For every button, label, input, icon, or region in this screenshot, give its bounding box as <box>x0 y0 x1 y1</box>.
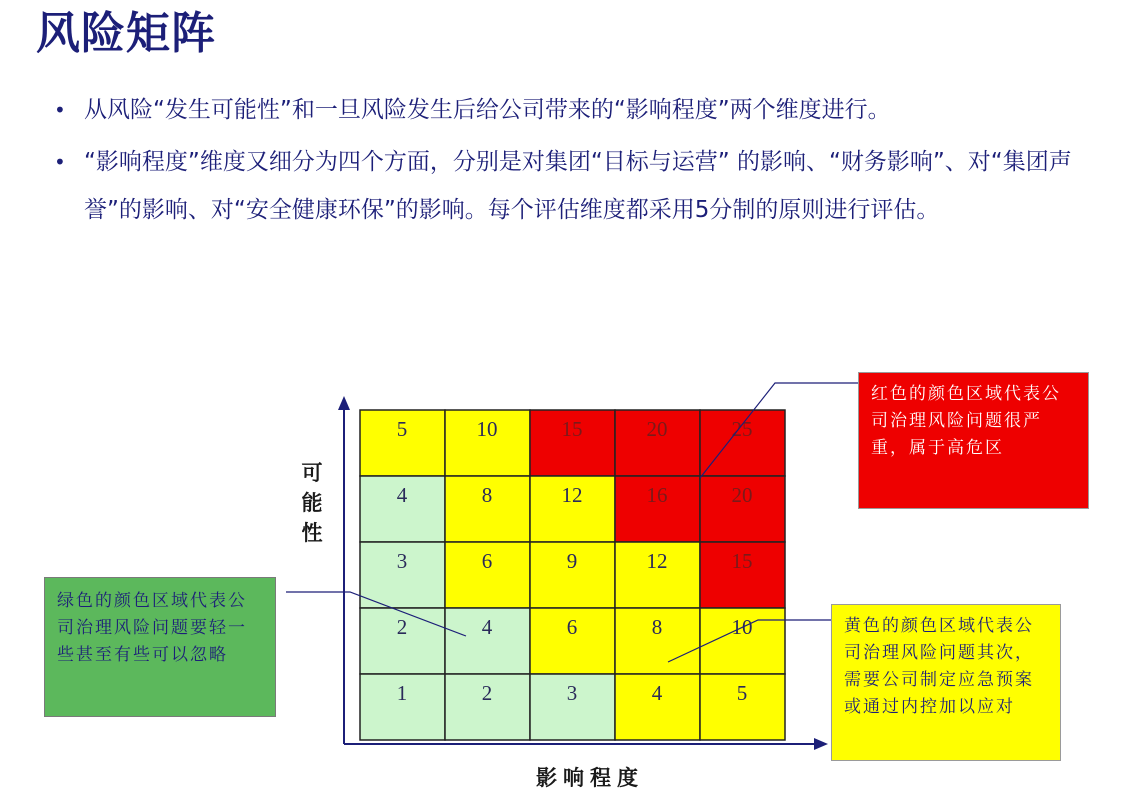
matrix-cell-value: 5 <box>736 681 748 705</box>
matrix-cell-value: 6 <box>566 615 578 639</box>
slide-title: 风险矩阵 <box>36 8 216 59</box>
bullet-text: “影响程度”维度又细分为四个方面，分别是对集团“目标与运营” 的影响、“财务影响”、对“集团声誉”的影响、对“安全健康环保”的影响。每个评估维度都采用5分制的原则进行评估。 <box>84 149 1072 223</box>
y-axis-label-char: 可 <box>301 460 323 485</box>
matrix-cell-value: 9 <box>566 549 578 573</box>
bullet-dot: • <box>54 150 66 174</box>
matrix-cell-value: 5 <box>396 417 408 441</box>
y-axis-label-char: 能 <box>301 490 323 515</box>
y-axis-label-char: 性 <box>301 520 323 545</box>
matrix-cell-value: 15 <box>561 417 583 441</box>
matrix-cell-value: 15 <box>731 549 753 573</box>
matrix-cell-value: 12 <box>646 549 668 573</box>
x-axis-arrow-icon <box>814 738 828 750</box>
matrix-cell-value: 25 <box>731 417 753 441</box>
matrix-cell-value: 8 <box>481 483 493 507</box>
matrix-cell-value: 20 <box>731 483 753 507</box>
matrix-cell-value: 2 <box>481 681 493 705</box>
matrix-cell-value: 1 <box>396 681 408 705</box>
red-zone-callout: 红色的颜色区域代表公司治理风险问题很严重，属于高危区 <box>858 372 1089 509</box>
y-axis-label <box>302 460 323 545</box>
matrix-cell-value: 20 <box>646 417 668 441</box>
matrix-cell-value: 6 <box>481 549 493 573</box>
matrix-cells <box>360 410 785 740</box>
matrix-cell-value: 4 <box>651 681 663 705</box>
matrix-cell-value: 8 <box>651 615 663 639</box>
green-zone-callout: 绿色的颜色区域代表公司治理风险问题要轻一些甚至有些可以忽略 <box>44 577 276 717</box>
yellow-zone-callout: 黄色的颜色区域代表公司治理风险问题其次，需要公司制定应急预案或通过内控加以应对 <box>831 604 1061 761</box>
matrix-cell-value: 10 <box>476 417 498 441</box>
matrix-cell-value: 12 <box>561 483 583 507</box>
bullet-dot: • <box>54 98 66 122</box>
matrix-cell-value: 2 <box>396 615 408 639</box>
bullet-text: 从风险“发生可能性”和一旦风险发生后给公司带来的“影响程度”两个维度进行。 <box>84 97 891 123</box>
x-axis-label: 影响程度 <box>536 765 644 790</box>
matrix-cell-value: 10 <box>731 615 753 639</box>
matrix-cell-value: 16 <box>646 483 668 507</box>
matrix-cell-value: 3 <box>566 681 578 705</box>
matrix-cell-value: 4 <box>481 615 493 639</box>
matrix-cell-value: 3 <box>396 549 408 573</box>
y-axis-arrow-icon <box>338 396 350 410</box>
matrix-cell-value: 4 <box>396 483 408 507</box>
